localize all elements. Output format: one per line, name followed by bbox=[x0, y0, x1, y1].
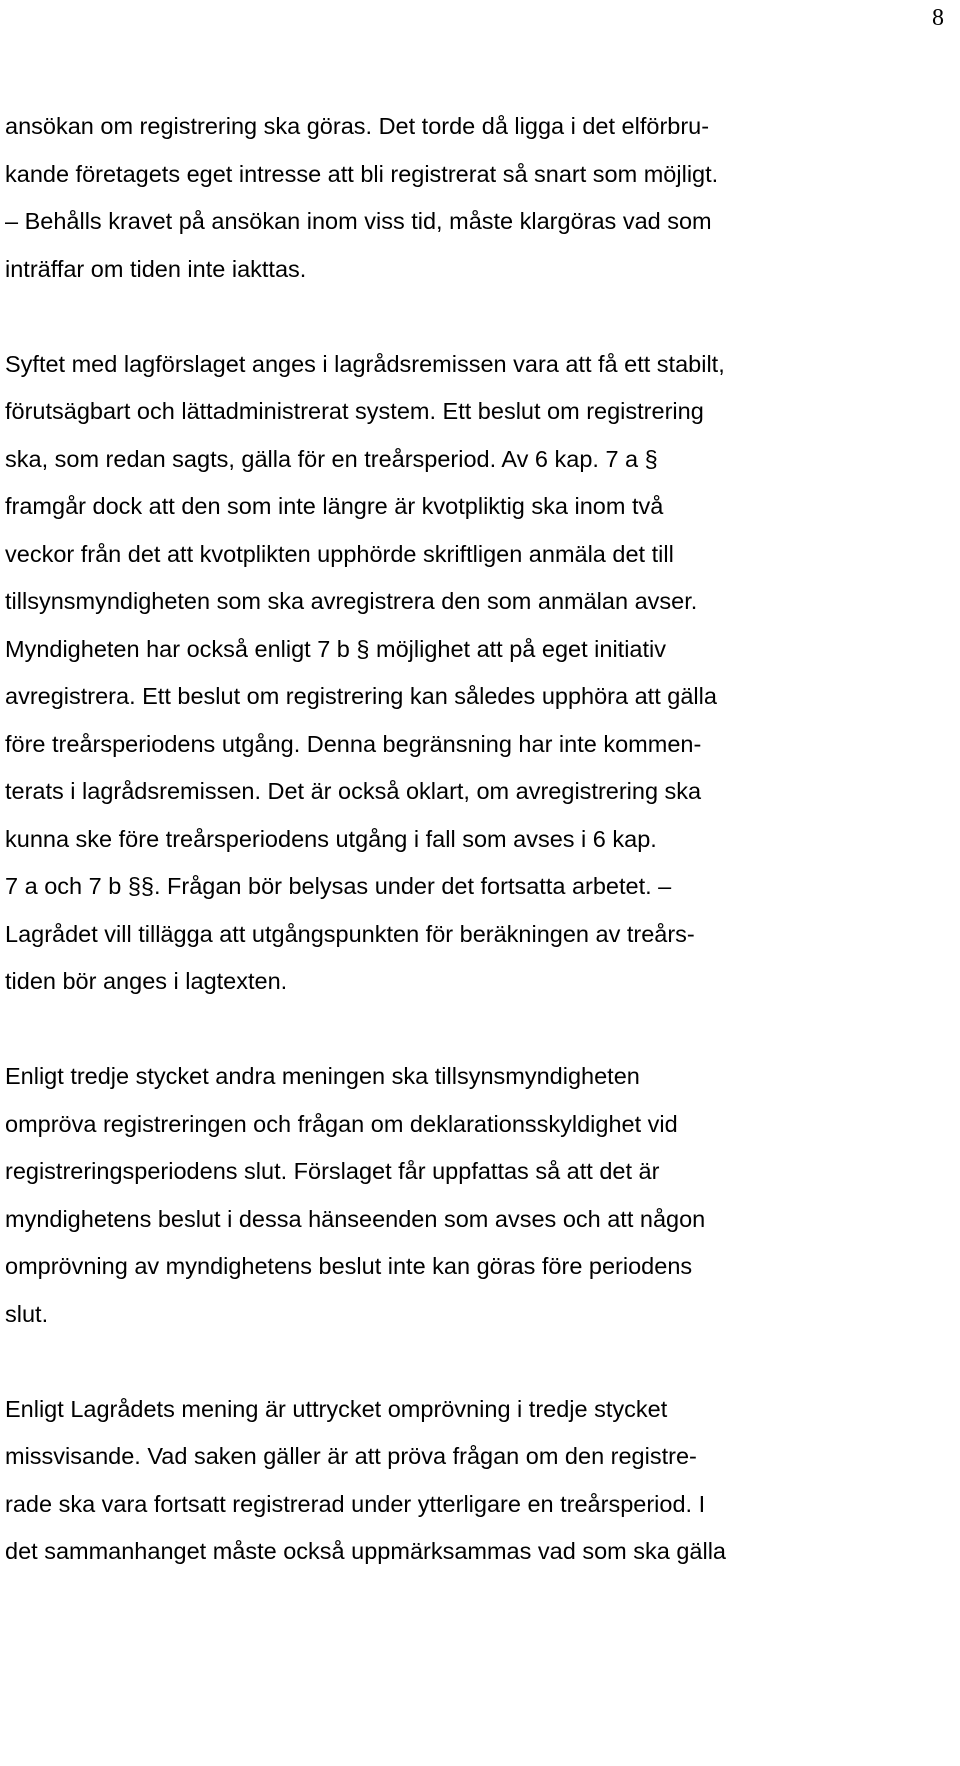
text-line: registreringsperiodens slut. Förslaget får uppfattas så att det är bbox=[5, 1158, 660, 1184]
text-line: Syftet med lagförslaget anges i lagrådsremissen vara att få ett stabilt, bbox=[5, 350, 725, 377]
text-line: ansökan om registrering ska göras. Det torde då ligga i det elförbru- bbox=[5, 113, 710, 139]
text-line: kunna ske före treårsperiodens utgång i fall som avses i 6 kap. bbox=[5, 825, 657, 852]
text-line: rade ska vara fortsatt registrerad under ytterligare en treårsperiod. I bbox=[5, 1490, 706, 1517]
paragraph bbox=[5, 1053, 953, 1338]
paragraph-spacer bbox=[5, 1338, 953, 1386]
document-body bbox=[5, 103, 953, 1576]
text-line: ska, som redan sagts, gälla för en treårsperiod. Av 6 kap. 7 a § bbox=[5, 445, 658, 472]
text-line: det sammanhanget måste också uppmärksammas vad som ska gälla bbox=[5, 1538, 726, 1564]
text-line: missvisande. Vad saken gäller är att pröva frågan om den registre- bbox=[5, 1443, 697, 1469]
paragraph bbox=[5, 341, 953, 1006]
paragraph bbox=[5, 1386, 953, 1576]
text-line: – Behålls kravet på ansökan inom viss tid, måste klargöras vad som bbox=[5, 208, 712, 234]
text-line: inträffar om tiden inte iakttas. bbox=[5, 255, 307, 282]
text-line: före treårsperiodens utgång. Denna begränsning har inte kommen- bbox=[5, 730, 702, 757]
text-line: Enligt tredje stycket andra meningen ska tillsynsmyndigheten bbox=[5, 1063, 640, 1089]
paragraph-spacer bbox=[5, 1006, 953, 1054]
text-line: 7 a och 7 b §§. Frågan bör belysas under det fortsatta arbetet. – bbox=[5, 873, 672, 899]
text-line: tiden bör anges i lagtexten. bbox=[5, 968, 288, 994]
text-line: myndighetens beslut i dessa hänseenden som avses och att någon bbox=[5, 1205, 706, 1232]
text-line: Lagrådet vill tillägga att utgångspunkten för beräkningen av treårs- bbox=[5, 920, 695, 947]
text-line: ompröva registreringen och frågan om deklarationsskyldighet vid bbox=[5, 1110, 678, 1137]
text-line: omprövning av myndighetens beslut inte kan göras före periodens bbox=[5, 1253, 693, 1279]
text-line: terats i lagrådsremissen. Det är också oklart, om avregistrering ska bbox=[5, 778, 702, 804]
paragraph bbox=[5, 103, 953, 293]
text-line: Enligt Lagrådets mening är uttrycket omprövning i tredje stycket bbox=[5, 1395, 668, 1422]
page-number: 8 bbox=[932, 5, 944, 31]
text-line: kande företagets eget intresse att bli registrerat så snart som möjligt. bbox=[5, 160, 719, 187]
text-line: framgår dock att den som inte längre är kvotpliktig ska inom två bbox=[5, 493, 664, 519]
text-line: Myndigheten har också enligt 7 b § möjlighet att på eget initiativ bbox=[5, 635, 667, 662]
paragraph-spacer bbox=[5, 293, 953, 341]
text-line: avregistrera. Ett beslut om registrering kan således upphöra att gälla bbox=[5, 683, 717, 709]
text-line: veckor från det att kvotplikten upphörde skriftligen anmäla det till bbox=[5, 540, 674, 567]
text-line: slut. bbox=[5, 1300, 49, 1327]
text-line: tillsynsmyndigheten som ska avregistrera den som anmälan avser. bbox=[5, 588, 698, 614]
text-line: förutsägbart och lättadministrerat system. Ett beslut om registrering bbox=[5, 398, 704, 424]
